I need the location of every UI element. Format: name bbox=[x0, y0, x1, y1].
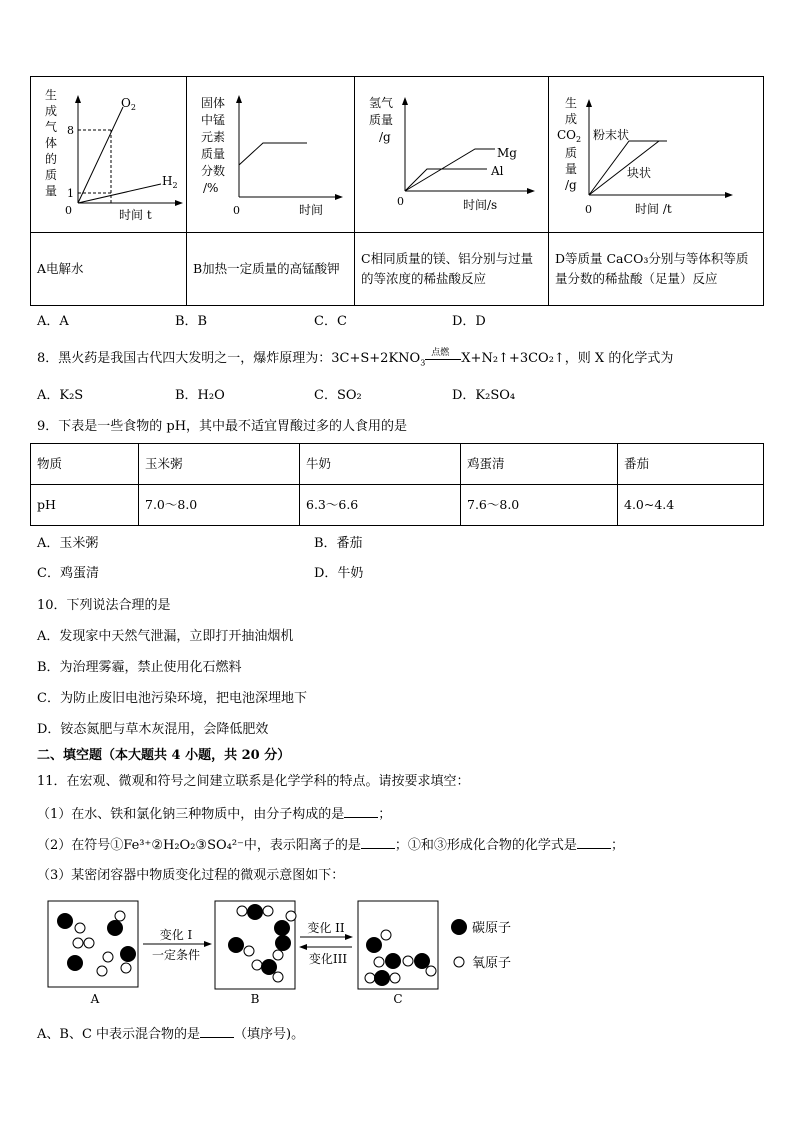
arrow-1-head bbox=[204, 941, 212, 947]
graph-c-origin: 0 bbox=[397, 195, 404, 208]
q7-option-d[interactable]: D．D bbox=[452, 314, 486, 329]
graph-a-ylabel-char: 成 bbox=[45, 104, 58, 118]
graph-d-ylabel-line: 成 bbox=[565, 112, 578, 126]
arrow-2-top: 变化 II bbox=[307, 921, 345, 935]
graph-a-ylabel-char: 量 bbox=[45, 184, 58, 198]
q9-stem: 9．下表是一些食物的 pH，其中最不适宜胃酸过多的人食用的是 bbox=[37, 419, 408, 434]
oxygen-atom bbox=[273, 950, 283, 960]
carbon-atom bbox=[57, 913, 73, 929]
graph-d-ylabel-line: 质 bbox=[565, 146, 578, 160]
graph-d-origin: 0 bbox=[585, 203, 592, 216]
desc-a: A电解水 bbox=[31, 233, 187, 306]
q11-stem: 11．在宏观、微观和符号之间建立联系是化学学科的特点。请按要求填空： bbox=[37, 774, 470, 789]
legend-oxygen-atom bbox=[454, 957, 464, 967]
desc-d: D等质量 CaCO₃分别与等体积等质量分数的稀盐酸（足量）反应 bbox=[549, 233, 764, 306]
graph-b-ylabel-line: /% bbox=[203, 181, 219, 195]
carbon-atom bbox=[385, 953, 401, 969]
q11-part2-mid: ；①和③形成化合物的化学式是 bbox=[394, 838, 577, 853]
graph-a-ylabel-char: 的 bbox=[45, 152, 58, 166]
legend-carbon-atom bbox=[451, 919, 467, 935]
oxygen-atom bbox=[244, 946, 254, 956]
q11-part2-blank1[interactable] bbox=[361, 836, 395, 849]
graph-a-tick-8: 8 bbox=[67, 124, 74, 137]
q11-part2 bbox=[37, 836, 624, 855]
graph-d-ylabel-line: 量 bbox=[565, 162, 578, 176]
q9-option-b[interactable]: B．番茄 bbox=[314, 536, 363, 551]
graph-a-xlabel: 时间 t bbox=[119, 208, 152, 222]
oxygen-atom bbox=[403, 956, 413, 966]
graph-a-label-o2: $O_2$ bbox=[121, 96, 136, 112]
oxygen-atom bbox=[252, 960, 262, 970]
graph-d-label-lump: 块状 bbox=[627, 166, 652, 180]
q8-option-b[interactable]: B．H₂O bbox=[175, 388, 225, 403]
q9-option-d[interactable]: D．牛奶 bbox=[314, 566, 364, 581]
graph-d-y-arrow bbox=[586, 99, 592, 107]
q9-option-c[interactable]: C．鸡蛋清 bbox=[37, 566, 99, 581]
oxygen-atom bbox=[84, 938, 94, 948]
graph-cell-b bbox=[187, 77, 355, 233]
oxygen-atom bbox=[374, 957, 384, 967]
graph-a-ylabel-char: 质 bbox=[45, 168, 58, 182]
oxygen-atom bbox=[97, 966, 107, 976]
graph-a-ylabel-char: 生 bbox=[45, 88, 58, 102]
graph-c-line-mg bbox=[405, 149, 495, 191]
graph-b-xlabel: 时间 bbox=[299, 203, 324, 217]
q10-stem: 10．下列说法合理的是 bbox=[37, 598, 171, 613]
graph-cell-c bbox=[355, 77, 549, 233]
graph-d-ylabel-line: 生 bbox=[565, 96, 578, 110]
carbon-atom bbox=[120, 946, 136, 962]
oxygen-atom bbox=[103, 952, 113, 962]
ph-header-cell: 物质 bbox=[31, 444, 139, 485]
ph-value-cell: pH bbox=[31, 485, 139, 526]
graph-c-x-arrow bbox=[527, 188, 535, 194]
graph-c-hydrogen bbox=[355, 77, 548, 232]
q10-option-a[interactable]: A．发现家中天然气泄漏，立即打开抽油烟机 bbox=[37, 629, 294, 644]
q10-option-d[interactable]: D．铵态氮肥与草木灰混用，会降低肥效 bbox=[37, 722, 269, 737]
arrow-2-forward-head bbox=[345, 934, 353, 940]
oxygen-atom bbox=[390, 973, 400, 983]
oxygen-atom bbox=[286, 911, 296, 921]
q11-part1-text: （1）在水、铁和氯化钠三种物质中，由分子构成的是 bbox=[37, 807, 345, 822]
graph-a-x-arrow bbox=[175, 200, 183, 206]
carbon-atom bbox=[67, 955, 83, 971]
q7-option-a[interactable]: A．A bbox=[37, 314, 69, 329]
section-2-title: 二、填空题（本大题共 4 小题，共 20 分） bbox=[37, 748, 291, 763]
q11-part4-text: A、B、C 中表示混合物的是 bbox=[37, 1027, 201, 1042]
q11-part2-text: （2）在符号①Fe³⁺②H₂O₂③SO₄²⁻中，表示阳离子的是 bbox=[37, 838, 361, 853]
oxygen-atom bbox=[381, 930, 391, 940]
q10-option-b[interactable]: B．为治理雾霾，禁止使用化石燃料 bbox=[37, 660, 242, 675]
graph-c-line-al bbox=[405, 169, 487, 191]
q7-graph-table bbox=[30, 76, 764, 306]
oxygen-atom bbox=[365, 973, 375, 983]
q11-part1-end: ； bbox=[378, 807, 392, 822]
ph-value-cell: 7.0～8.0 bbox=[139, 485, 300, 526]
carbon-atom bbox=[261, 959, 277, 975]
ph-value-cell: 6.3～6.6 bbox=[300, 485, 461, 526]
graph-cell-a bbox=[31, 77, 187, 233]
graph-b-ylabel-line: 分数 bbox=[201, 164, 226, 178]
graph-c-label-mg: Mg bbox=[497, 146, 517, 160]
q9-option-a[interactable]: A．玉米粥 bbox=[37, 536, 99, 551]
q11-part4-blank[interactable] bbox=[200, 1025, 234, 1038]
graph-b-ylabel-line: 中锰 bbox=[201, 113, 226, 127]
oxygen-atom bbox=[237, 906, 247, 916]
legend-oxygen-label: 氧原子 bbox=[472, 956, 512, 971]
q8-option-a[interactable]: A．K₂S bbox=[37, 388, 84, 403]
graph-a-ylabel-char: 体 bbox=[45, 136, 58, 150]
carbon-atom bbox=[228, 937, 244, 953]
box-c-label: C bbox=[393, 992, 403, 1006]
carbon-atom bbox=[274, 920, 290, 936]
oxygen-atom bbox=[273, 972, 283, 982]
q11-micro-diagram bbox=[40, 895, 580, 1015]
graph-a-electrolysis bbox=[31, 77, 186, 232]
ph-value-cell: 4.0~4.4 bbox=[618, 485, 764, 526]
q7-option-b[interactable]: B．B bbox=[175, 314, 208, 329]
graph-c-xlabel: 时间/s bbox=[463, 198, 498, 212]
graph-c-ylabel-line: 氢气 bbox=[369, 96, 394, 110]
graph-d-ylabel-line: /g bbox=[565, 178, 577, 192]
ph-header-cell: 鸡蛋清 bbox=[461, 444, 618, 485]
oxygen-atom bbox=[121, 963, 131, 973]
q8-reaction-arrow bbox=[425, 347, 461, 366]
graph-cell-d bbox=[549, 77, 764, 233]
desc-b: B加热一定质量的高锰酸钾 bbox=[187, 233, 355, 306]
arrow-2-back-head bbox=[299, 944, 307, 950]
q8-stem bbox=[37, 347, 674, 373]
q11-part4-end: （填序号)。 bbox=[234, 1027, 305, 1042]
graph-d-co2 bbox=[549, 77, 765, 232]
box-b-label: B bbox=[250, 992, 260, 1006]
legend-carbon-label: 碳原子 bbox=[472, 921, 512, 936]
carbon-atom bbox=[374, 970, 390, 986]
ph-header-cell: 玉米粥 bbox=[139, 444, 300, 485]
graph-a-ylabel-char: 气 bbox=[45, 120, 58, 134]
graph-c-y-arrow bbox=[402, 97, 408, 105]
carbon-atom bbox=[275, 935, 291, 951]
q8-arrow-line bbox=[425, 359, 461, 360]
q11-part1-blank[interactable] bbox=[344, 805, 378, 818]
carbon-atom bbox=[247, 904, 263, 920]
graph-a-origin: 0 bbox=[65, 204, 72, 217]
q8-option-c[interactable]: C．SO₂ bbox=[314, 388, 362, 403]
graph-c-label-al: Al bbox=[491, 164, 504, 178]
ph-value-cell: 7.6～8.0 bbox=[461, 485, 618, 526]
q11-part4 bbox=[37, 1025, 304, 1044]
q11-part2-end: ； bbox=[610, 838, 624, 853]
graph-b-y-arrow bbox=[236, 95, 242, 103]
graph-d-label-powder: 粉末状 bbox=[593, 128, 630, 142]
q11-part1 bbox=[37, 805, 391, 824]
graph-c-ylabel-line: /g bbox=[379, 130, 391, 144]
ph-header-cell: 番茄 bbox=[618, 444, 764, 485]
q9-ph-table bbox=[30, 443, 764, 526]
oxygen-atom bbox=[75, 923, 85, 933]
graph-b-ylabel-line: 元素 bbox=[201, 130, 226, 144]
graph-b-x-arrow bbox=[335, 194, 343, 200]
graph-a-label-h2: $H_2$ bbox=[162, 174, 178, 190]
q11-part3: （3）某密闭容器中物质变化过程的微观示意图如下： bbox=[37, 868, 345, 883]
graph-d-x-arrow bbox=[725, 192, 733, 198]
ph-header-cell: 牛奶 bbox=[300, 444, 461, 485]
q10-option-c[interactable]: C．为防止废旧电池污染环境，把电池深埋地下 bbox=[37, 691, 307, 706]
oxygen-atom bbox=[263, 906, 273, 916]
graph-a-line-o2 bbox=[78, 107, 123, 203]
graph-d-ylabel-co2: $CO_2$ bbox=[557, 128, 582, 144]
oxygen-atom bbox=[426, 966, 436, 976]
arrow-1-bottom: 一定条件 bbox=[151, 948, 201, 962]
graph-c-ylabel-line: 质量 bbox=[369, 113, 394, 127]
oxygen-atom bbox=[73, 938, 83, 948]
arrow-1-top: 变化 I bbox=[159, 928, 193, 942]
graph-b-ylabel-line: 固体 bbox=[201, 96, 226, 110]
q11-part2-blank2[interactable] bbox=[577, 836, 611, 849]
arrow-2-bottom: 变化III bbox=[308, 952, 348, 966]
graph-b-origin: 0 bbox=[233, 204, 240, 217]
oxygen-atom bbox=[115, 911, 125, 921]
graph-d-xlabel: 时间 /t bbox=[635, 202, 672, 216]
desc-c: C相同质量的镁、铝分别与过量的等浓度的稀盐酸反应 bbox=[355, 233, 549, 306]
q8-stem-pre: 8．黑火药是我国古代四大发明之一，爆炸原理为：3C+S+2KNO bbox=[37, 351, 421, 366]
graph-b-kmno4 bbox=[187, 77, 354, 232]
q7-option-c[interactable]: C．C bbox=[314, 314, 347, 329]
q8-option-d[interactable]: D．K₂SO₄ bbox=[452, 388, 516, 403]
q8-kno3-sub: 3 bbox=[420, 358, 426, 368]
carbon-atom bbox=[366, 937, 382, 953]
carbon-atom bbox=[414, 953, 430, 969]
graph-b-ylabel-line: 质量 bbox=[201, 147, 226, 161]
graph-a-tick-1: 1 bbox=[67, 187, 74, 200]
carbon-atom bbox=[107, 920, 123, 936]
graph-b-line-mn bbox=[239, 143, 307, 165]
q8-stem-post: X+N₂↑+3CO₂↑，则 X 的化学式为 bbox=[461, 351, 674, 366]
box-a-label: A bbox=[90, 992, 100, 1006]
q8-condition: 点燃 bbox=[431, 347, 450, 358]
graph-a-y-arrow bbox=[75, 95, 81, 103]
